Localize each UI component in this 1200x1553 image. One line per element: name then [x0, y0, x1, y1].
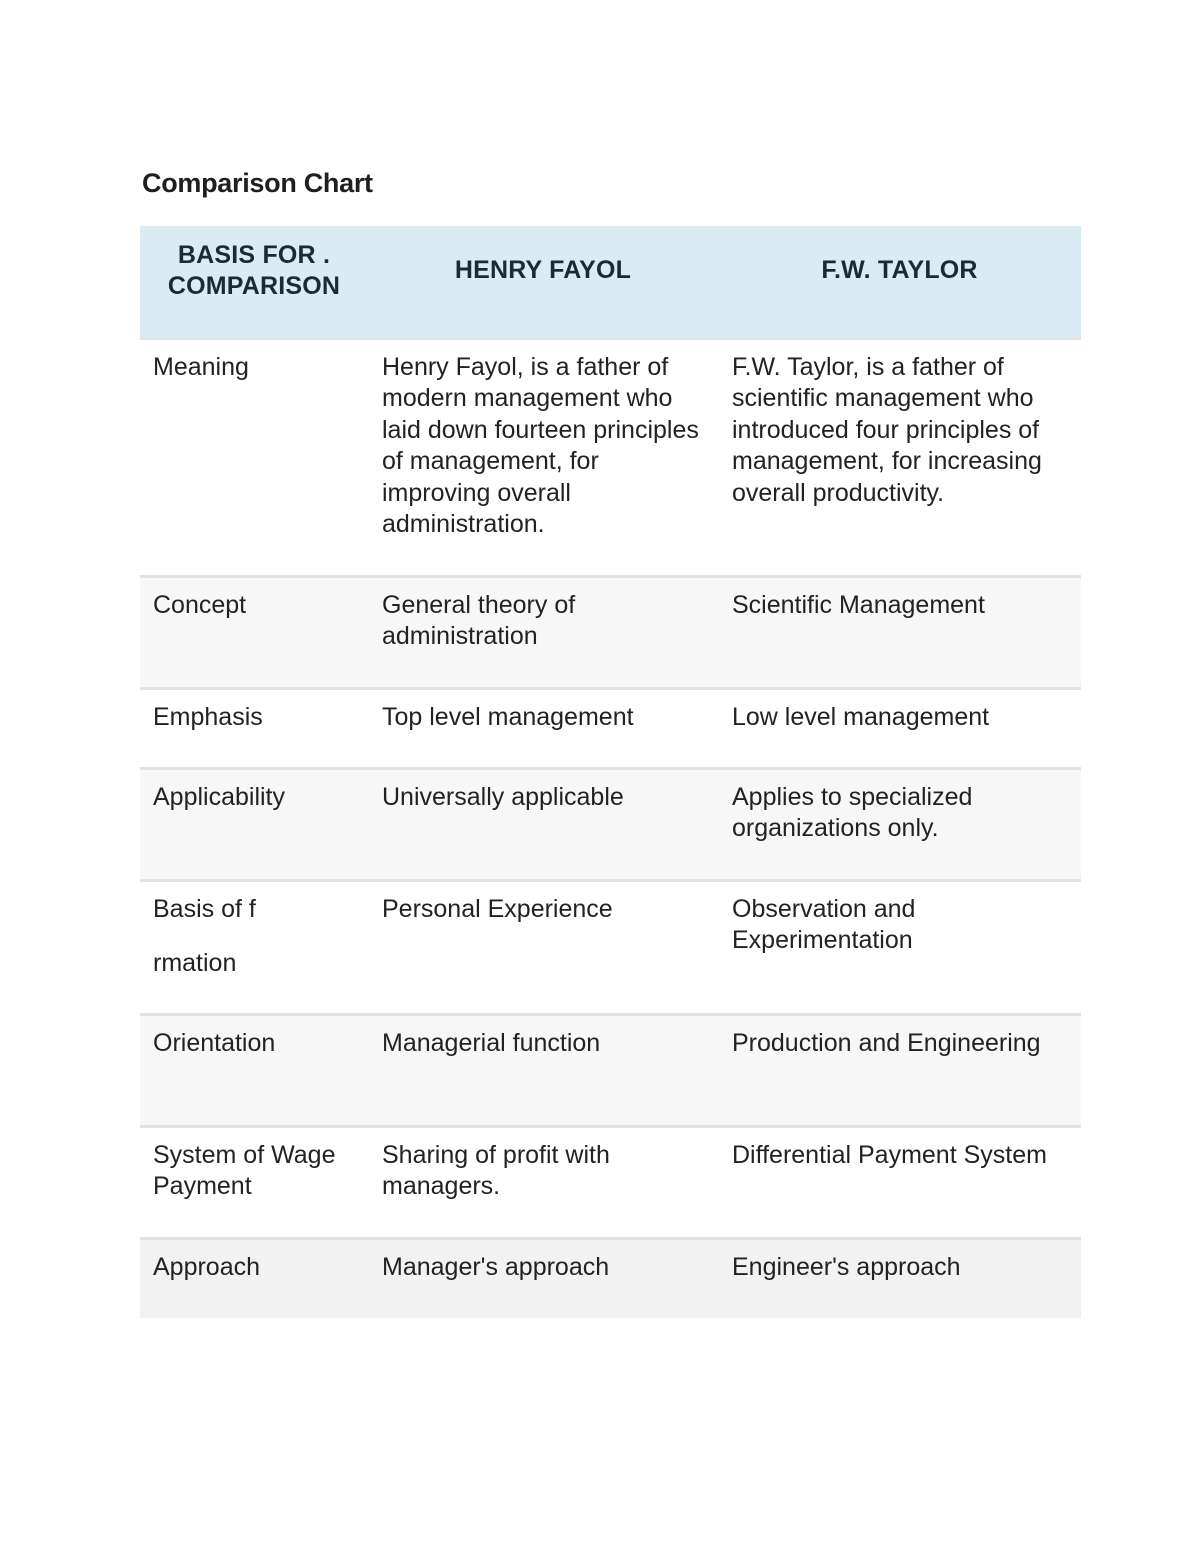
header-basis: [140, 226, 368, 338]
cell-fayol: Universally applicable: [368, 768, 718, 880]
cell-fayol: Manager's approach: [368, 1238, 718, 1318]
header-fw-taylor: F.W. TAYLOR: [821, 256, 978, 284]
table-row: [140, 768, 1081, 880]
header-basis-line2: COMPARISON: [167, 272, 341, 300]
cell-fayol: Managerial function: [368, 1014, 718, 1126]
table-row: [140, 688, 1081, 768]
cell-taylor: Observation and Experimentation: [718, 880, 1081, 1014]
table-row: [140, 1238, 1081, 1318]
table-header-row: [140, 226, 1081, 338]
table-row: [140, 576, 1081, 688]
cell-basis: System of Wage Payment: [140, 1126, 368, 1238]
table-row: [140, 880, 1081, 1014]
cell-basis: Meaning: [140, 338, 368, 576]
cell-taylor: Production and Engineering: [718, 1014, 1081, 1126]
cell-basis: Applicability: [140, 768, 368, 880]
cell-taylor: Engineer's approach: [718, 1238, 1081, 1318]
cell-basis: [140, 880, 368, 1014]
cell-fayol: Top level management: [368, 688, 718, 768]
cell-taylor: Differential Payment System: [718, 1126, 1081, 1238]
header-henry-fayol: HENRY FAYOL: [454, 256, 632, 284]
table-row: [140, 1126, 1081, 1238]
cell-fayol: Sharing of profit with managers.: [368, 1126, 718, 1238]
table-row: [140, 338, 1081, 576]
cell-basis-part2: rmation: [153, 949, 237, 977]
comparison-table: [140, 226, 1081, 1318]
header-basis-line1: BASIS FOR .: [177, 241, 331, 269]
cell-taylor: Applies to specialized organizations only.: [718, 768, 1081, 880]
cell-basis-part1: Basis of f: [153, 894, 256, 923]
cell-basis: Approach: [140, 1238, 368, 1318]
cell-fayol: General theory of administration: [368, 576, 718, 688]
cell-taylor: Scientific Management: [718, 576, 1081, 688]
cell-fayol: Personal Experience: [368, 880, 718, 1014]
cell-basis: Emphasis: [140, 688, 368, 768]
cell-taylor: F.W. Taylor, is a father of scientific management who introduced four principles of management, for increasing overall productivity.: [718, 338, 1081, 576]
table-row: [140, 1014, 1081, 1126]
cell-taylor: Low level management: [718, 688, 1081, 768]
cell-basis: Concept: [140, 576, 368, 688]
cell-basis: Orientation: [140, 1014, 368, 1126]
page-title: Comparison Chart: [142, 168, 373, 198]
cell-fayol: Henry Fayol, is a father of modern management who laid down fourteen principles of management, for improving overall administration.: [368, 338, 718, 576]
